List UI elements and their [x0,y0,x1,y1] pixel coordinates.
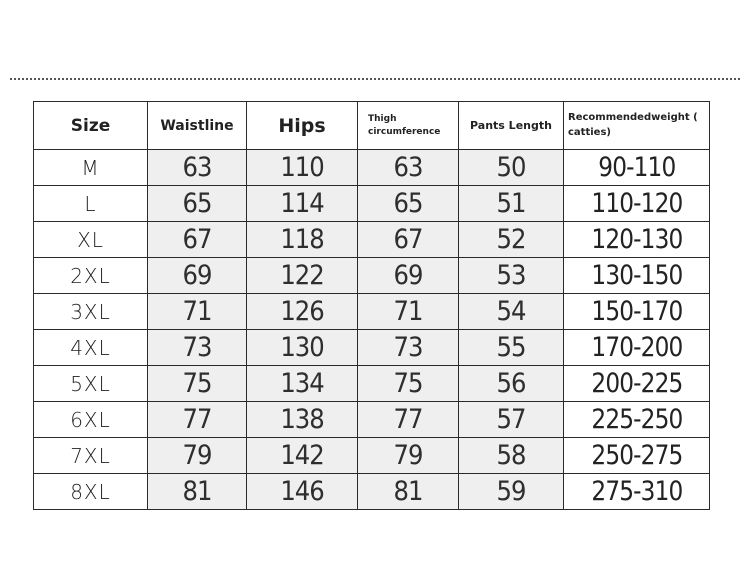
header-recommended-weight: Recommendedweight ( catties) [564,102,710,150]
size-cell: 2XL [34,258,148,294]
waistline-cell [148,402,247,438]
waistline-value: 69 [182,260,212,291]
weight-cell [564,150,710,186]
thigh-value: 71 [393,296,423,327]
waistline-cell [148,474,247,510]
header-thigh-circumference: Thigh circumference [358,102,459,150]
weight-cell [564,186,710,222]
waistline-value: 65 [182,188,212,219]
header-row [34,102,710,150]
size-cell: M [34,150,148,186]
hips-value: 130 [280,332,324,363]
size-cell: 3XL [34,294,148,330]
pants-length-value: 52 [496,224,526,255]
weight-value: 200-225 [591,368,682,399]
waistline-value: 77 [182,404,212,435]
waistline-cell [148,438,247,474]
thigh-value: 65 [393,188,423,219]
weight-value: 110-120 [591,188,682,219]
weight-value: 120-130 [591,224,682,255]
thigh-cell [358,438,459,474]
thigh-cell [358,186,459,222]
hips-cell [247,258,358,294]
table-row [34,330,710,366]
thigh-value: 73 [393,332,423,363]
pants-length-cell [459,258,564,294]
table-row [34,366,710,402]
weight-cell [564,294,710,330]
pants-length-value: 56 [496,368,526,399]
size-chart-table [33,101,710,510]
weight-value: 90-110 [597,152,676,183]
weight-cell [564,474,710,510]
table-row [34,150,710,186]
weight-value: 130-150 [591,260,682,291]
table-row [34,438,710,474]
weight-cell [564,438,710,474]
table-row [34,222,710,258]
dotted-divider [10,78,740,80]
waistline-cell [148,150,247,186]
thigh-cell [358,366,459,402]
pants-length-cell [459,402,564,438]
weight-value: 275-310 [591,476,682,507]
weight-value: 250-275 [591,440,682,471]
size-cell: 5XL [34,366,148,402]
pants-length-value: 59 [496,476,526,507]
thigh-cell [358,474,459,510]
pants-length-value: 53 [496,260,526,291]
pants-length-value: 51 [496,188,526,219]
waistline-cell [148,330,247,366]
pants-length-value: 58 [496,440,526,471]
hips-value: 138 [280,404,324,435]
pants-length-value: 55 [496,332,526,363]
waistline-value: 63 [182,152,212,183]
hips-cell [247,438,358,474]
header-pants-length: Pants Length [459,102,564,150]
hips-value: 126 [280,296,324,327]
pants-length-cell [459,330,564,366]
hips-value: 122 [280,260,324,291]
thigh-cell [358,402,459,438]
thigh-value: 67 [393,224,423,255]
size-cell: 8XL [34,474,148,510]
weight-cell [564,366,710,402]
pants-length-value: 50 [496,152,526,183]
hips-cell [247,222,358,258]
waistline-value: 73 [182,332,212,363]
waistline-value: 75 [182,368,212,399]
size-cell: XL [34,222,148,258]
pants-length-cell [459,366,564,402]
pants-length-value: 54 [496,296,526,327]
waistline-cell [148,294,247,330]
thigh-value: 75 [393,368,423,399]
thigh-value: 69 [393,260,423,291]
header-size: Size [34,102,148,150]
waistline-value: 71 [182,296,212,327]
weight-cell [564,330,710,366]
size-cell: L [34,186,148,222]
waistline-value: 81 [182,476,212,507]
thigh-value: 81 [393,476,423,507]
table-row [34,474,710,510]
header-hips: Hips [247,102,358,150]
hips-cell [247,330,358,366]
hips-value: 114 [280,188,324,219]
hips-cell [247,294,358,330]
hips-value: 134 [280,368,324,399]
hips-value: 118 [280,224,324,255]
header-waistline: Waistline [148,102,247,150]
table-row [34,402,710,438]
weight-value: 170-200 [591,332,682,363]
hips-cell [247,150,358,186]
weight-cell [564,258,710,294]
pants-length-value: 57 [496,404,526,435]
waistline-value: 79 [182,440,212,471]
thigh-value: 79 [393,440,423,471]
hips-value: 146 [280,476,324,507]
pants-length-cell [459,150,564,186]
hips-cell [247,474,358,510]
weight-cell [564,222,710,258]
weight-value: 150-170 [591,296,682,327]
thigh-value: 63 [393,152,423,183]
size-cell: 4XL [34,330,148,366]
waistline-cell [148,366,247,402]
waistline-cell [148,186,247,222]
thigh-value: 77 [393,404,423,435]
thigh-cell [358,222,459,258]
table-row [34,294,710,330]
waistline-cell [148,222,247,258]
pants-length-cell [459,474,564,510]
table-row [34,186,710,222]
weight-value: 225-250 [591,404,682,435]
hips-cell [247,186,358,222]
thigh-cell [358,258,459,294]
size-cell: 6XL [34,402,148,438]
waistline-cell [148,258,247,294]
size-cell: 7XL [34,438,148,474]
hips-cell [247,402,358,438]
pants-length-cell [459,438,564,474]
hips-value: 110 [280,152,324,183]
thigh-cell [358,150,459,186]
hips-value: 142 [280,440,324,471]
pants-length-cell [459,294,564,330]
weight-cell [564,402,710,438]
thigh-cell [358,294,459,330]
table-row [34,258,710,294]
pants-length-cell [459,222,564,258]
thigh-cell [358,330,459,366]
pants-length-cell [459,186,564,222]
waistline-value: 67 [182,224,212,255]
hips-cell [247,366,358,402]
